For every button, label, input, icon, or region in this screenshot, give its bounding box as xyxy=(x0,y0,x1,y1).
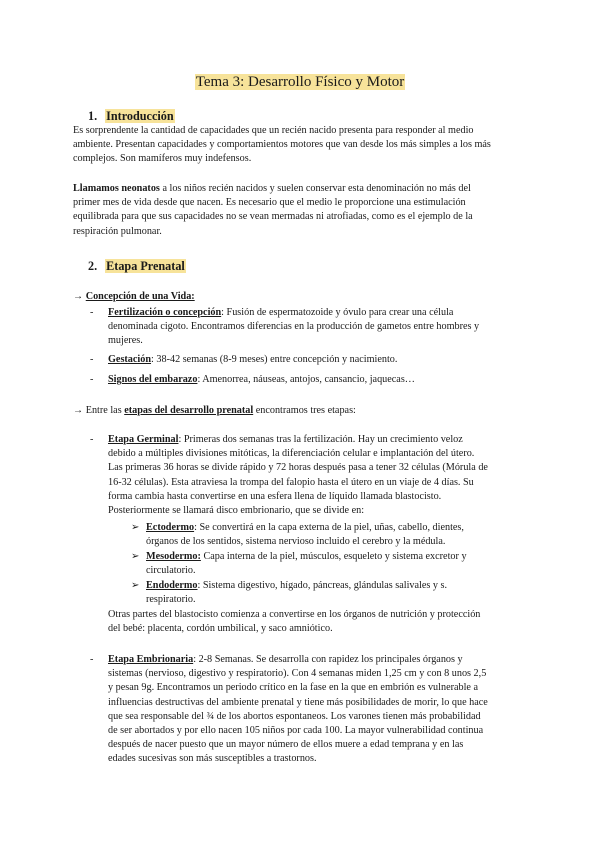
arrowhead-bullet-icon: ➢ xyxy=(131,522,140,533)
arrow-right-icon: → xyxy=(73,405,84,416)
section-heading-introduccion: 1. Introducción xyxy=(88,109,174,123)
arrow-right-icon: → xyxy=(73,291,84,302)
arrowhead-bullet-icon: ➢ xyxy=(131,551,140,562)
conception-heading: → Concepción de una Vida: xyxy=(73,291,195,302)
arrowhead-bullet-icon: ➢ xyxy=(131,580,140,591)
section-heading-etapa-prenatal: 2. Etapa Prenatal xyxy=(88,259,185,273)
intro-paragraph-1: Es sorprendente la cantidad de capacidades que un recién nacido presenta para responder al medio ambiente. Presentan capacidades y comportamientos motores que van desde los más simples a los más complejos. Son mamíferos muy indefensos. xyxy=(73,125,491,165)
stages-intro: → Entre las etapas del desarrollo prenatal encontramos tres etapas: xyxy=(73,405,356,416)
intro-paragraph-2: Llamamos neonatos a los niños recién nacidos y suelen conservar esta denominación no más del primer mes de vida desde que nacen. Es necesario que el medio le proporcione una estimulación equilibrada para que sus capacidades no se vean mermadas ni atrofiadas, como es el ejemplo de la respiración pulmonar. xyxy=(73,183,473,237)
page-title: Tema 3: Desarrollo Físico y Motor xyxy=(195,74,405,90)
